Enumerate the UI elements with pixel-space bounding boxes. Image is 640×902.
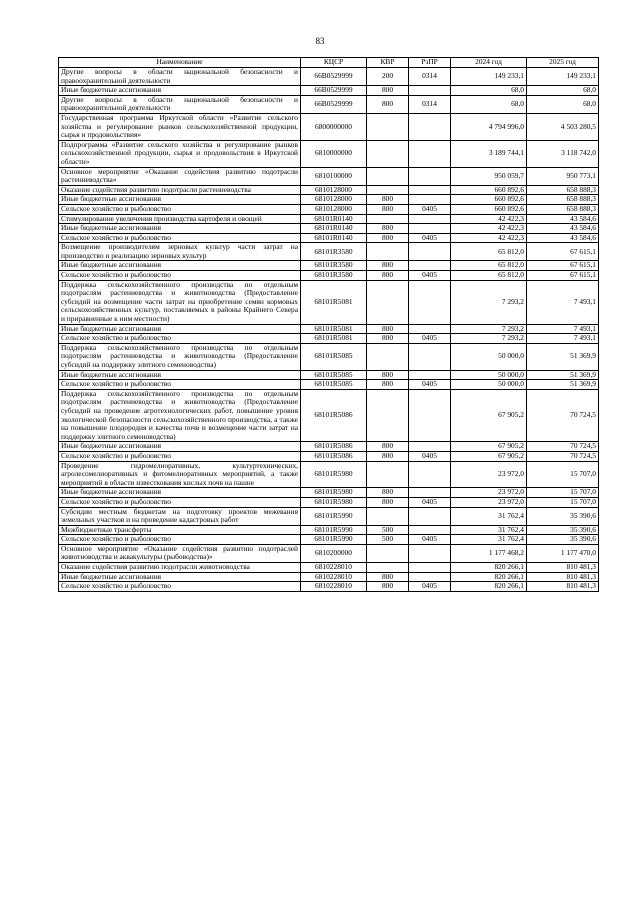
- row-2025-cell: 70 724,5: [527, 451, 599, 461]
- row-rzpr-cell: [409, 343, 451, 370]
- row-2025-cell: 658 888,3: [527, 195, 599, 205]
- header-2025: 2025 год: [527, 58, 599, 68]
- row-name-cell: Сельское хозяйство и рыболовство: [59, 535, 301, 545]
- table-row: [59, 380, 599, 390]
- header-name: Наименование: [59, 58, 301, 68]
- row-kvr-cell: 800: [367, 380, 409, 390]
- row-rzpr-cell: [409, 195, 451, 205]
- row-rzpr-cell: [409, 214, 451, 224]
- row-code-cell: 66В0529999: [301, 86, 367, 96]
- row-code-cell: 68101R3580: [301, 271, 367, 281]
- page-number: 83: [315, 36, 325, 46]
- row-name-cell: Основное мероприятие «Оказание содействия развитию подотрасли растениеводства»: [59, 167, 301, 185]
- row-2024-cell: 23 972,0: [451, 461, 527, 488]
- table-body: [59, 68, 599, 592]
- row-name-cell: Государственная программа Иркутской области «Развитие сельского хозяйства и регулирование рынков сельскохозяйственной продукции, сырья и продовольствия»: [59, 113, 301, 140]
- row-code-cell: 6810128000: [301, 185, 367, 195]
- row-code-cell: 68101R5086: [301, 451, 367, 461]
- row-2025-cell: 15 707,0: [527, 497, 599, 507]
- row-2024-cell: 7 293,2: [451, 280, 527, 324]
- row-name-cell: Оказание содействия развитию подотрасли растениеводства: [59, 185, 301, 195]
- row-kvr-cell: 800: [367, 95, 409, 113]
- row-2025-cell: 950 773,1: [527, 167, 599, 185]
- row-rzpr-cell: [409, 224, 451, 234]
- row-name-cell: Оказание содействия развитию подотрасли животноводства: [59, 563, 301, 573]
- row-2024-cell: 660 892,6: [451, 204, 527, 214]
- row-2025-cell: 658 888,3: [527, 204, 599, 214]
- row-kvr-cell: [367, 389, 409, 442]
- table-row: [59, 86, 599, 96]
- row-2024-cell: 50 000,0: [451, 370, 527, 380]
- row-2024-cell: 23 972,0: [451, 488, 527, 498]
- row-rzpr-cell: 0405: [409, 233, 451, 243]
- row-2025-cell: 67 615,1: [527, 261, 599, 271]
- row-code-cell: 68101R5081: [301, 324, 367, 334]
- row-2025-cell: 51 369,9: [527, 380, 599, 390]
- row-kvr-cell: [367, 140, 409, 167]
- row-kvr-cell: 800: [367, 224, 409, 234]
- row-kvr-cell: [367, 167, 409, 185]
- row-rzpr-cell: [409, 280, 451, 324]
- row-kvr-cell: [367, 113, 409, 140]
- row-2024-cell: 67 905,2: [451, 451, 527, 461]
- row-code-cell: 68101R5980: [301, 461, 367, 488]
- row-2025-cell: 810 481,3: [527, 563, 599, 573]
- row-kvr-cell: [367, 563, 409, 573]
- row-name-cell: Иные бюджетные ассигнования: [59, 86, 301, 96]
- row-rzpr-cell: [409, 544, 451, 562]
- row-2024-cell: 42 422,3: [451, 214, 527, 224]
- row-name-cell: Сельское хозяйство и рыболовство: [59, 204, 301, 214]
- row-2025-cell: 35 390,6: [527, 525, 599, 535]
- row-kvr-cell: 800: [367, 324, 409, 334]
- row-name-cell: Иные бюджетные ассигнования: [59, 488, 301, 498]
- row-2025-cell: 4 503 280,5: [527, 113, 599, 140]
- row-rzpr-cell: [409, 167, 451, 185]
- table-row: [59, 271, 599, 281]
- row-name-cell: Иные бюджетные ассигнования: [59, 224, 301, 234]
- row-code-cell: 68101R5990: [301, 507, 367, 525]
- table-row: [59, 544, 599, 562]
- row-kvr-cell: 800: [367, 582, 409, 592]
- row-2024-cell: 820 266,1: [451, 582, 527, 592]
- row-2025-cell: 7 493,1: [527, 280, 599, 324]
- row-2024-cell: 42 422,3: [451, 233, 527, 243]
- row-code-cell: 66В0529999: [301, 95, 367, 113]
- row-2025-cell: 70 724,5: [527, 389, 599, 442]
- row-code-cell: 6810228010: [301, 582, 367, 592]
- row-2025-cell: 51 369,9: [527, 370, 599, 380]
- row-rzpr-cell: [409, 488, 451, 498]
- row-rzpr-cell: [409, 442, 451, 452]
- row-2025-cell: 68,0: [527, 95, 599, 113]
- row-rzpr-cell: 0314: [409, 68, 451, 86]
- row-code-cell: 68101R5086: [301, 442, 367, 452]
- row-kvr-cell: 800: [367, 370, 409, 380]
- row-2024-cell: 42 422,3: [451, 224, 527, 234]
- row-2025-cell: 67 615,1: [527, 243, 599, 261]
- row-code-cell: 6810228010: [301, 572, 367, 582]
- row-name-cell: Сельское хозяйство и рыболовство: [59, 451, 301, 461]
- row-2025-cell: 43 584,6: [527, 214, 599, 224]
- row-name-cell: Иные бюджетные ассигнования: [59, 572, 301, 582]
- table-row: [59, 224, 599, 234]
- row-code-cell: 68101R0140: [301, 233, 367, 243]
- row-name-cell: Иные бюджетные ассигнования: [59, 195, 301, 205]
- row-2025-cell: 7 493,1: [527, 324, 599, 334]
- row-kvr-cell: 800: [367, 334, 409, 344]
- row-code-cell: 6810000000: [301, 140, 367, 167]
- row-rzpr-cell: [409, 86, 451, 96]
- row-rzpr-cell: [409, 563, 451, 573]
- row-code-cell: 68101R0140: [301, 214, 367, 224]
- table-row: [59, 195, 599, 205]
- row-2025-cell: 810 481,3: [527, 582, 599, 592]
- row-rzpr-cell: [409, 243, 451, 261]
- header-kvr: КВР: [367, 58, 409, 68]
- row-rzpr-cell: 0405: [409, 535, 451, 545]
- table-row: [59, 343, 599, 370]
- row-2024-cell: 65 812,0: [451, 261, 527, 271]
- row-2025-cell: 43 584,6: [527, 224, 599, 234]
- row-kvr-cell: 800: [367, 233, 409, 243]
- table-row: [59, 204, 599, 214]
- row-code-cell: 68101R3580: [301, 243, 367, 261]
- row-code-cell: 68101R5085: [301, 380, 367, 390]
- row-name-cell: Сельское хозяйство и рыболовство: [59, 271, 301, 281]
- row-name-cell: Сельское хозяйство и рыболовство: [59, 380, 301, 390]
- table-row: [59, 280, 599, 324]
- row-name-cell: Другие вопросы в области национальной безопасности и правоохранительной деятельности: [59, 95, 301, 113]
- row-code-cell: 68101R5085: [301, 343, 367, 370]
- table-row: [59, 68, 599, 86]
- row-code-cell: 68101R5085: [301, 370, 367, 380]
- row-code-cell: 68101R5980: [301, 488, 367, 498]
- row-rzpr-cell: 0405: [409, 204, 451, 214]
- row-name-cell: Сельское хозяйство и рыболовство: [59, 334, 301, 344]
- row-kvr-cell: [367, 507, 409, 525]
- table-row: [59, 95, 599, 113]
- table-row: [59, 563, 599, 573]
- row-2024-cell: 3 189 744,1: [451, 140, 527, 167]
- row-rzpr-cell: [409, 389, 451, 442]
- row-2024-cell: 149 233,1: [451, 68, 527, 86]
- row-code-cell: 6810128000: [301, 195, 367, 205]
- row-2024-cell: 50 000,0: [451, 380, 527, 390]
- table-row: [59, 389, 599, 442]
- row-2024-cell: 7 293,2: [451, 334, 527, 344]
- table-header-row: [59, 58, 599, 68]
- row-code-cell: 66В0529999: [301, 68, 367, 86]
- header-2024: 2024 год: [451, 58, 527, 68]
- row-kvr-cell: [367, 343, 409, 370]
- table-row: [59, 113, 599, 140]
- table-row: [59, 488, 599, 498]
- row-2025-cell: 15 707,0: [527, 488, 599, 498]
- row-code-cell: 68101R5081: [301, 334, 367, 344]
- row-name-cell: Другие вопросы в области национальной безопасности и правоохранительной деятельности: [59, 68, 301, 86]
- table-row: [59, 442, 599, 452]
- row-kvr-cell: 800: [367, 572, 409, 582]
- row-2024-cell: 67 905,2: [451, 442, 527, 452]
- row-kvr-cell: 800: [367, 451, 409, 461]
- row-2025-cell: 68,0: [527, 86, 599, 96]
- header-rzpr: РзПР: [409, 58, 451, 68]
- row-kvr-cell: 800: [367, 261, 409, 271]
- row-rzpr-cell: 0314: [409, 95, 451, 113]
- row-rzpr-cell: [409, 113, 451, 140]
- row-rzpr-cell: 0405: [409, 582, 451, 592]
- row-code-cell: 6810200000: [301, 544, 367, 562]
- row-2025-cell: 3 118 742,0: [527, 140, 599, 167]
- row-2024-cell: 660 892,6: [451, 195, 527, 205]
- row-2025-cell: 35 390,6: [527, 507, 599, 525]
- row-2025-cell: 15 707,0: [527, 461, 599, 488]
- row-2024-cell: 68,0: [451, 86, 527, 96]
- row-rzpr-cell: 0405: [409, 334, 451, 344]
- table-row: [59, 167, 599, 185]
- row-name-cell: Иные бюджетные ассигнования: [59, 324, 301, 334]
- row-2025-cell: 810 481,3: [527, 572, 599, 582]
- row-2025-cell: 7 493,1: [527, 334, 599, 344]
- row-kvr-cell: 800: [367, 488, 409, 498]
- row-code-cell: 6810228010: [301, 563, 367, 573]
- row-2025-cell: 1 177 470,0: [527, 544, 599, 562]
- row-code-cell: 6800000000: [301, 113, 367, 140]
- row-kvr-cell: 800: [367, 442, 409, 452]
- row-name-cell: Иные бюджетные ассигнования: [59, 442, 301, 452]
- row-2024-cell: 1 177 468,2: [451, 544, 527, 562]
- row-2025-cell: 149 233,1: [527, 68, 599, 86]
- row-code-cell: 68101R5980: [301, 497, 367, 507]
- row-code-cell: 68101R5086: [301, 389, 367, 442]
- row-rzpr-cell: [409, 461, 451, 488]
- row-code-cell: 68101R3580: [301, 261, 367, 271]
- row-2024-cell: 23 972,0: [451, 497, 527, 507]
- row-code-cell: 68101R5990: [301, 525, 367, 535]
- row-name-cell: Сельское хозяйство и рыболовство: [59, 582, 301, 592]
- row-kvr-cell: 200: [367, 68, 409, 86]
- row-2024-cell: 65 812,0: [451, 243, 527, 261]
- row-name-cell: Поддержка сельскохозяйственного производства по отдельным подотраслям растениеводства и животноводства (Предоставление субсидий на возмещение части затрат на приобретение семян кормовых сельскохозяйственных культур, поставляемых в районы Крайнего Севера и приравненные к ним местности): [59, 280, 301, 324]
- row-name-cell: Сельское хозяйство и рыболовство: [59, 497, 301, 507]
- row-code-cell: 68101R0140: [301, 224, 367, 234]
- row-rzpr-cell: 0405: [409, 271, 451, 281]
- row-kvr-cell: 800: [367, 86, 409, 96]
- row-2024-cell: 7 293,2: [451, 324, 527, 334]
- row-2024-cell: 950 059,7: [451, 167, 527, 185]
- row-kvr-cell: 800: [367, 497, 409, 507]
- row-code-cell: 6810100000: [301, 167, 367, 185]
- row-kvr-cell: 800: [367, 195, 409, 205]
- row-name-cell: Подпрограмма «Развитие сельского хозяйства и регулирование рынков сельскохозяйственной продукции, сырья и продовольствия в Иркутской области»: [59, 140, 301, 167]
- row-kvr-cell: [367, 461, 409, 488]
- row-name-cell: Иные бюджетные ассигнования: [59, 370, 301, 380]
- row-kvr-cell: [367, 243, 409, 261]
- row-name-cell: Поддержка сельскохозяйственного производства по отдельным подотраслям растениеводства и животноводства (Предоставление субсидий на проведение агротехнологических работ, повышение уровня экологической безопасности сельскохозяйственного производства, а также на повышение плодородия и качества почв и возмещение части затрат на поддержку элитного семеноводства): [59, 389, 301, 442]
- row-name-cell: Иные бюджетные ассигнования: [59, 261, 301, 271]
- table-row: [59, 507, 599, 525]
- table-row: [59, 497, 599, 507]
- row-2025-cell: 43 584,6: [527, 233, 599, 243]
- budget-table: [58, 57, 599, 592]
- row-2024-cell: 820 266,1: [451, 572, 527, 582]
- row-name-cell: Основное мероприятие «Оказание содействия развитию подотраслей животноводства и аквакультуры (рыбоводства)»: [59, 544, 301, 562]
- row-name-cell: Возмещение производителям зерновых культур части затрат на производство и реализацию зерновых культур: [59, 243, 301, 261]
- row-rzpr-cell: 0405: [409, 497, 451, 507]
- row-name-cell: Межбюджетные трансферты: [59, 525, 301, 535]
- table-row: [59, 461, 599, 488]
- table-row: [59, 451, 599, 461]
- row-2024-cell: 68,0: [451, 95, 527, 113]
- row-kvr-cell: 500: [367, 525, 409, 535]
- row-name-cell: Поддержка сельскохозяйственного производства по отдельным подотраслям растениеводства и животноводства (Предоставление субсидий на поддержку элитного семеноводства): [59, 343, 301, 370]
- row-2024-cell: 31 762,4: [451, 525, 527, 535]
- row-kvr-cell: [367, 544, 409, 562]
- row-2024-cell: 65 812,0: [451, 271, 527, 281]
- table-row: [59, 535, 599, 545]
- row-2024-cell: 31 762,4: [451, 535, 527, 545]
- row-2024-cell: 50 000,0: [451, 343, 527, 370]
- row-2025-cell: 70 724,5: [527, 442, 599, 452]
- row-2024-cell: 4 794 996,0: [451, 113, 527, 140]
- row-2024-cell: 820 266,1: [451, 563, 527, 573]
- row-kvr-cell: 800: [367, 271, 409, 281]
- row-rzpr-cell: [409, 140, 451, 167]
- row-2024-cell: 67 905,2: [451, 389, 527, 442]
- row-name-cell: Субсидии местным бюджетам на подготовку проектов межевания земельных участков и на проведение кадастровых работ: [59, 507, 301, 525]
- table-row: [59, 243, 599, 261]
- row-rzpr-cell: [409, 185, 451, 195]
- row-name-cell: Стимулирование увеличения производства картофеля и овощей: [59, 214, 301, 224]
- row-code-cell: 68101R5081: [301, 280, 367, 324]
- row-kvr-cell: 500: [367, 535, 409, 545]
- row-code-cell: 68101R5990: [301, 535, 367, 545]
- row-2025-cell: 658 888,3: [527, 185, 599, 195]
- row-name-cell: Проведение гидромелиоративных, культуртехнических, агролесомелиоративных и фитомелиоративных мероприятий, а также мероприятий в области известкования кислых почв на пашне: [59, 461, 301, 488]
- row-2025-cell: 67 615,1: [527, 271, 599, 281]
- row-rzpr-cell: 0405: [409, 451, 451, 461]
- row-2024-cell: 660 892,6: [451, 185, 527, 195]
- row-name-cell: Сельское хозяйство и рыболовство: [59, 233, 301, 243]
- row-rzpr-cell: 0405: [409, 380, 451, 390]
- row-2025-cell: 35 390,6: [527, 535, 599, 545]
- header-code: КЦСР: [301, 58, 367, 68]
- table-row: [59, 334, 599, 344]
- row-2025-cell: 51 369,9: [527, 343, 599, 370]
- row-kvr-cell: [367, 280, 409, 324]
- row-rzpr-cell: [409, 507, 451, 525]
- row-code-cell: 6810128000: [301, 204, 367, 214]
- table-row: [59, 582, 599, 592]
- row-2024-cell: 31 762,4: [451, 507, 527, 525]
- table-row: [59, 140, 599, 167]
- row-kvr-cell: 800: [367, 204, 409, 214]
